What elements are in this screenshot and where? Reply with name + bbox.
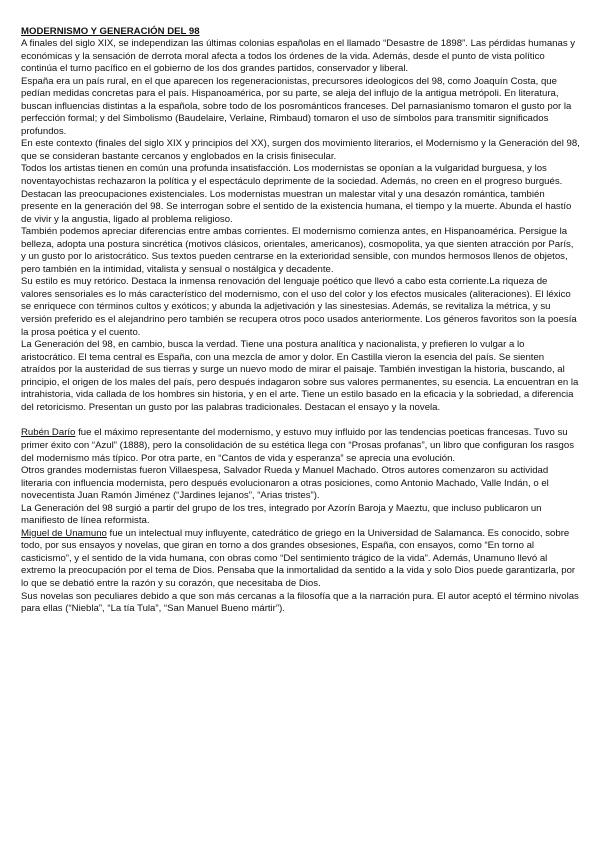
paragraph-generacion-98: La Generación del 98, en cambio, busca la verdad. Tiene una postura analítica y nacionalista, y prefieren lo vulgar a lo aristocrático. El tema central es España, con una mezcla de amor y dolor. En Castilla vieron la esencia del país. Se sienten atraídos por la austeridad de sus tierras y surge un nuevo modo de mirar el paisaje. También investigan la historia, buscando, al principio, el origen de los males del país, pero después indagaron sobre sus valores permanentes, su esencia. La encuentran en la intrahistoria, vida callada de los hombres sin historia, y en el arte. Tiene un estilo basado en la eficacia y la sobriedad, a diferencia del retoricismo. Presentan un gusto por las palabras tradicionales. Destacan el ensayo y la novela. xyxy=(21,339,579,413)
unamuno-text: fue un intelectual muy influyente, catedrático de griego en la Universidad de Salamanca. Es conocido, sobre todo, por sus ensayos y novelas, que giran en torno a dos grandes obsesiones, España, con ensayos, como “En torno al casticismo”, y el sentido de la vida humana, con obras como “Del sentimiento trágico de la vida”. Además, Unamuno llevó al extremo la preocupación por el tema de Dios. Pensaba que la inmortalidad da sentido a la vida y solo Dios puede garantizarla, por lo que se debatió entre la razón y su corazón, que necesitaba de Dios. xyxy=(21,527,576,589)
document-title: MODERNISMO Y GENERACIÓN DEL 98 xyxy=(21,26,200,37)
paragraph-contexto: En este contexto (finales del siglo XIX y principios del XX), surgen dos movimiento literarios, el Modernismo y la Generación del 98, que se consideran bastante cercanos y englobados en la crisis finisecular. xyxy=(21,138,580,162)
paragraph-existenciales: Destacan las preocupaciones existenciales. Los modernistas muestran un malestar vital y una desazón romántica, también presente en la generación del 98. Se interrogan sobre el sentido de la existencia humana, el tiempo y la muerte. Abunda el hastío de vivir y la angustia, ligado al problema religioso. xyxy=(21,188,572,225)
paragraph-espana-rural: España era un país rural, en el que aparecen los regeneracionistas, precursores ideologicos del 98, como Joaquín Costa, que pedían medidas concretas para el país. Hispanoamérica, por su parte, se aleja del influjo de la antigua metrópoli. En literatura, buscan influencias distintas a la española, sobre todo de los posrománticos franceses. Del parnasianismo tomaron el gusto por la perfección formal; y del Simbolismo (Baudelaire, Verlaine, Rimbaud) tomaron el uso de símbolos para transmitir significados profundos. xyxy=(21,75,572,137)
paragraph-otros-modernistas: Otros grandes modernistas fueron Villaespesa, Salvador Rueda y Manuel Machado. Otros autores comenzaron su actividad literaria con influencia modernista, pero después evolucionaron a otras posiciones, como Antonio Machado, Valle Indán, o el novecentista Juan Ramón Jiménez (“Jardines lejanos”, “Arias tristes”). xyxy=(21,465,549,502)
paragraph-grupo-tres: La Generación del 98 surgió a partir del grupo de los tres, integrado por Azorín Baroja y Maeztu, que incluso publicaron un manifiesto de línea reformista. xyxy=(21,502,542,527)
paragraph-desastre: A finales del siglo XIX, se independizan las últimas colonias españolas en el llamado “Desastre de 1898”. Las pérdidas humanas y económicas y la sensación de derrota moral afecta a todos los órdenes de la vida. Además, desde el punto de vista político continúa el turno pacífico en el gobierno de los dos grandes partidos, conservador y liberal. xyxy=(21,38,576,75)
author-name-unamuno: Miguel de Unamuno xyxy=(21,527,107,539)
paragraph-diferencias: También podemos apreciar diferencias entre ambas corrientes. El modernismo comienza antes, en Hispanoamérica. Persigue la belleza, adopta una postura sincrética (motivos clásicos, orientales, americanos), cosmopolita, ya que sienten atracción por París, y un gusto por lo aristocrático. Sus textos pueden centrarse en la exterioridad sensible, con mundos hermosos llenos de objetos, pero también en la intimidad, vitalista y sensual o nostálgica y decadente. xyxy=(21,226,574,275)
paragraph-nivolas: Sus novelas son peculiares debido a que son más cercanas a la filosofía que a la narración pura. El autor aceptó el término nivolas para ellas (“Niebla”, “La tía Tula”, “San Manuel Bueno mártir”). xyxy=(21,590,579,615)
dario-text: fue el máximo representante del modernismo, y estuvo muy influido por las tendencias poeticas francesas. Tuvo su primer éxito con “Azul” (1888), pero la consolidación de su estética llega con “Prosas profanas”, un libro que configuran los rasgos del modernismo más típico. Por otra parte, en “Cantos de vida y esperanza” se aprecia una evolución. xyxy=(21,427,574,464)
paragraph-unamuno xyxy=(21,528,580,591)
paragraph-dario xyxy=(21,427,580,465)
paragraph-estilo: Su estilo es muy retórico. Destaca la inmensa renovación del lenguaje poético que llevó a cabo esta corriente.La riqueza de valores sensoriales es lo más característico del modernismo, con el uso del color y los efectos musicales (aliteraciones). El léxico se enriquece con términos cultos y exóticos; y abunda la adjetivación y las sinestesias. Además, se revitaliza la métrica, y su versión preferido es el alejandrino pero también se recupera otros poco usados anteriormente. Los géneros favoritos son la poesía la prosa poética y el cuento. xyxy=(21,276,577,338)
paragraph-insatisfaccion: Todos los artistas tienen en común una profunda insatisfacción. Los modernistas se oponían a la vulgaridad burguesa, y los noventayochistas rechazaron la política y el espectáculo deprimente de la sociedad. Además, no creen en el progreso burgués. xyxy=(21,163,563,188)
author-name-dario: Rubén Darío xyxy=(21,427,76,439)
paragraph-gap xyxy=(21,414,580,427)
